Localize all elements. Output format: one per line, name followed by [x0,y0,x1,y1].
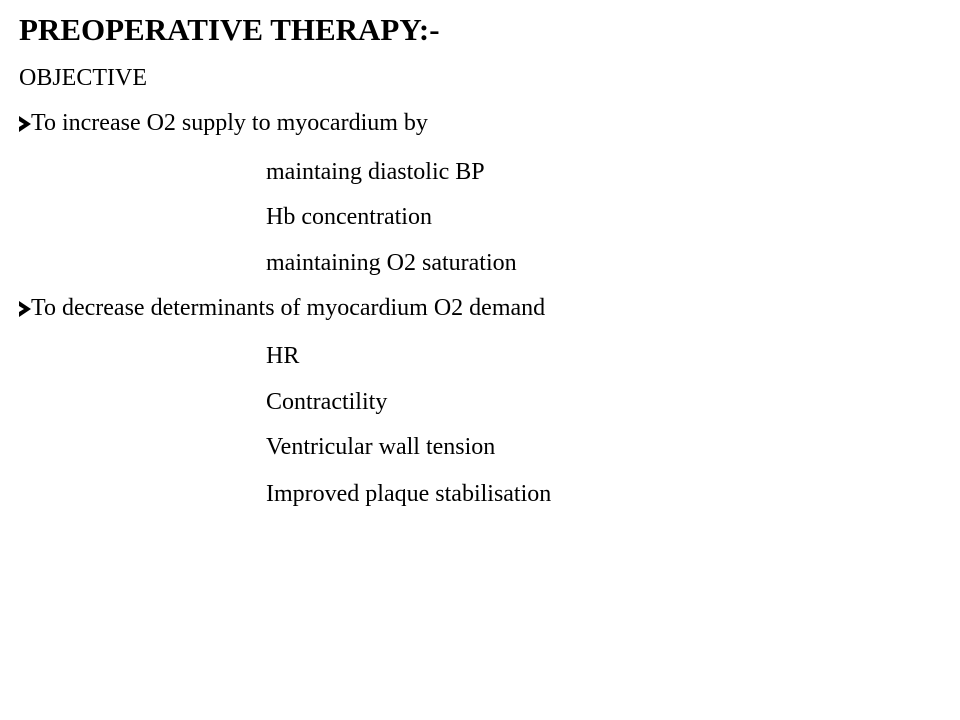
bullet-text: To increase O2 supply to myocardium by [31,110,428,136]
section-heading: OBJECTIVE [19,65,147,91]
bullet-item-decrease-demand [19,293,545,323]
arrowhead-bullet-icon [19,116,31,132]
sub-item: Ventricular wall tension [266,434,496,460]
sub-item: Contractility [266,389,388,415]
arrowhead-bullet-icon [19,301,31,317]
sub-item: HR [266,343,300,369]
bullet-text: To decrease determinants of myocardium O2 demand [31,295,546,321]
sub-item: maintaing diastolic BP [266,159,485,185]
slide-title: PREOPERATIVE THERAPY:- [19,12,440,47]
sub-item: Hb concentration [266,204,432,230]
sub-item: Improved plaque stabilisation [266,481,552,507]
sub-item: maintaining O2 saturation [266,250,517,276]
bullet-item-increase-supply [19,108,428,138]
